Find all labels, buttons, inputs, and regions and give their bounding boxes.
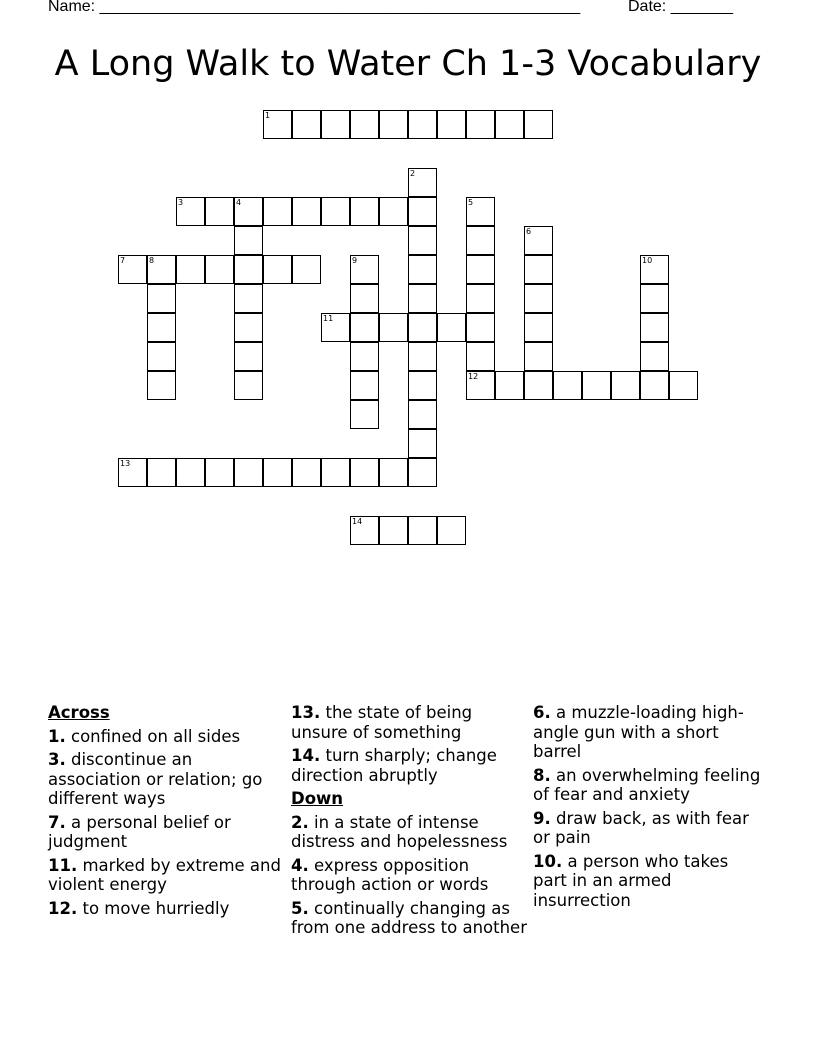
grid-cell[interactable]: [408, 342, 437, 371]
grid-cell[interactable]: [321, 197, 350, 226]
grid-cell[interactable]: [234, 255, 263, 284]
grid-cell[interactable]: [350, 516, 379, 545]
clue-down-9: 9. draw back, as with fear or pain: [533, 808, 749, 847]
grid-cell[interactable]: [379, 197, 408, 226]
grid-cell[interactable]: [524, 110, 553, 139]
grid-cell[interactable]: [147, 458, 176, 487]
grid-cell[interactable]: [408, 400, 437, 429]
grid-cell[interactable]: [524, 313, 553, 342]
across-heading: Across: [48, 703, 110, 722]
grid-cell[interactable]: [147, 255, 176, 284]
grid-cell[interactable]: [147, 313, 176, 342]
clue-number-label: 3: [178, 198, 184, 207]
clues-column-2: [291, 703, 529, 942]
grid-cell[interactable]: [408, 371, 437, 400]
clue-across-14: 14. turn sharply; change direction abruptly: [291, 746, 497, 785]
grid-cell[interactable]: [582, 371, 611, 400]
grid-cell[interactable]: [379, 516, 408, 545]
grid-cell[interactable]: [263, 255, 292, 284]
grid-cell[interactable]: [524, 342, 553, 371]
grid-cell[interactable]: [437, 313, 466, 342]
grid-cell[interactable]: [640, 371, 669, 400]
grid-cell[interactable]: [234, 342, 263, 371]
down-heading: Down: [291, 789, 344, 808]
clue-number-label: 8: [149, 256, 155, 265]
clue-number-label: 13: [120, 459, 131, 468]
clue-across-12: 12. to move hurriedly: [48, 898, 230, 918]
name-field-label: Name: ______________________________________________________: [48, 0, 581, 15]
grid-cell[interactable]: [234, 313, 263, 342]
grid-cell[interactable]: [379, 313, 408, 342]
clue-number-label: 6: [526, 227, 532, 236]
grid-cell[interactable]: [408, 429, 437, 458]
clue-down-2: 2. in a state of intense distress and hopelessness: [291, 812, 508, 851]
clue-number-label: 1: [265, 111, 271, 120]
grid-cell[interactable]: [234, 284, 263, 313]
grid-cell[interactable]: [350, 342, 379, 371]
grid-cell[interactable]: [408, 516, 437, 545]
grid-cell[interactable]: [350, 110, 379, 139]
grid-cell[interactable]: [205, 255, 234, 284]
grid-cell[interactable]: [234, 197, 263, 226]
clue-number-label: 7: [120, 256, 126, 265]
page-title: A Long Walk to Water Ch 1-3 Vocabulary: [54, 44, 762, 84]
grid-cell[interactable]: [524, 371, 553, 400]
grid-cell[interactable]: [350, 255, 379, 284]
grid-cell[interactable]: [292, 197, 321, 226]
grid-cell[interactable]: [263, 458, 292, 487]
grid-cell[interactable]: [408, 110, 437, 139]
grid-cell[interactable]: [524, 255, 553, 284]
grid-cell[interactable]: [350, 284, 379, 313]
grid-cell[interactable]: [350, 371, 379, 400]
clue-down-10: 10. a person who takes part in an armed insurrection: [533, 851, 729, 910]
grid-cell[interactable]: [408, 255, 437, 284]
clue-number-label: 11: [323, 314, 334, 323]
grid-cell[interactable]: [176, 197, 205, 226]
grid-cell[interactable]: [147, 284, 176, 313]
grid-cell[interactable]: [350, 400, 379, 429]
clue-number-label: 2: [410, 169, 416, 178]
grid-cell[interactable]: [408, 226, 437, 255]
grid-cell[interactable]: [205, 197, 234, 226]
grid-cell[interactable]: [118, 458, 147, 487]
grid-cell[interactable]: [466, 255, 495, 284]
grid-cell[interactable]: [466, 197, 495, 226]
clue-number-label: 9: [352, 256, 358, 265]
grid-cell[interactable]: [466, 226, 495, 255]
grid-cell[interactable]: [350, 313, 379, 342]
grid-cell[interactable]: [176, 458, 205, 487]
clues-column-1: [48, 703, 288, 922]
grid-cell[interactable]: [321, 458, 350, 487]
grid-cell[interactable]: [205, 458, 234, 487]
grid-cell[interactable]: [176, 255, 205, 284]
grid-cell[interactable]: [640, 255, 669, 284]
grid-cell[interactable]: [495, 371, 524, 400]
grid-cell[interactable]: [292, 110, 321, 139]
clues-column-3: [533, 703, 765, 914]
clue-number-label: 5: [468, 198, 474, 207]
clue-number-label: 4: [236, 198, 242, 207]
clue-down-4: 4. express opposition through action or words: [291, 855, 489, 894]
grid-cell[interactable]: [408, 168, 437, 197]
clue-number-label: 14: [352, 517, 363, 526]
grid-cell[interactable]: [495, 110, 524, 139]
date-field-label: Date: _______: [628, 0, 733, 15]
grid-cell[interactable]: [437, 516, 466, 545]
grid-cell[interactable]: [553, 371, 582, 400]
clue-down-5: 5. continually changing as from one address to another: [291, 898, 527, 937]
grid-cell[interactable]: [292, 255, 321, 284]
grid-cell[interactable]: [466, 313, 495, 342]
clue-across-7: 7. a personal belief or judgment: [48, 812, 231, 851]
clue-across-13: 13. the state of being unsure of something: [291, 703, 473, 742]
grid-cell[interactable]: [408, 313, 437, 342]
grid-cell[interactable]: [379, 458, 408, 487]
grid-cell[interactable]: [147, 342, 176, 371]
grid-cell[interactable]: [234, 371, 263, 400]
grid-cell[interactable]: [408, 197, 437, 226]
grid-cell[interactable]: [379, 110, 408, 139]
grid-cell[interactable]: [524, 226, 553, 255]
grid-cell[interactable]: [263, 197, 292, 226]
clue-number-label: 10: [642, 256, 653, 265]
clue-across-3: 3. discontinue an association or relation; go different ways: [48, 750, 263, 808]
grid-cell[interactable]: [640, 313, 669, 342]
grid-cell[interactable]: [234, 226, 263, 255]
clue-down-8: 8. an overwhelming feeling of fear and anxiety: [533, 765, 761, 804]
grid-cell[interactable]: [408, 458, 437, 487]
grid-cell[interactable]: [321, 110, 350, 139]
grid-cell[interactable]: [466, 110, 495, 139]
grid-cell[interactable]: [466, 284, 495, 313]
grid-cell[interactable]: [118, 255, 147, 284]
clue-number-label: 12: [468, 372, 479, 381]
grid-cell[interactable]: [669, 371, 698, 400]
grid-cell[interactable]: [640, 284, 669, 313]
clue-across-11: 11. marked by extreme and violent energy: [48, 855, 281, 894]
grid-cell[interactable]: [408, 284, 437, 313]
grid-cell[interactable]: [350, 458, 379, 487]
clue-across-1: 1. confined on all sides: [48, 726, 241, 746]
clue-down-6: 6. a muzzle-loading high-angle gun with a short barrel: [533, 703, 744, 761]
grid-cell[interactable]: [524, 284, 553, 313]
grid-cell[interactable]: [611, 371, 640, 400]
grid-cell[interactable]: [292, 458, 321, 487]
grid-cell[interactable]: [350, 197, 379, 226]
grid-cell[interactable]: [263, 110, 292, 139]
grid-cell[interactable]: [466, 371, 495, 400]
grid-cell[interactable]: [321, 313, 350, 342]
grid-cell[interactable]: [147, 371, 176, 400]
grid-cell[interactable]: [640, 342, 669, 371]
grid-cell[interactable]: [437, 110, 466, 139]
grid-cell[interactable]: [466, 342, 495, 371]
grid-cell[interactable]: [234, 458, 263, 487]
